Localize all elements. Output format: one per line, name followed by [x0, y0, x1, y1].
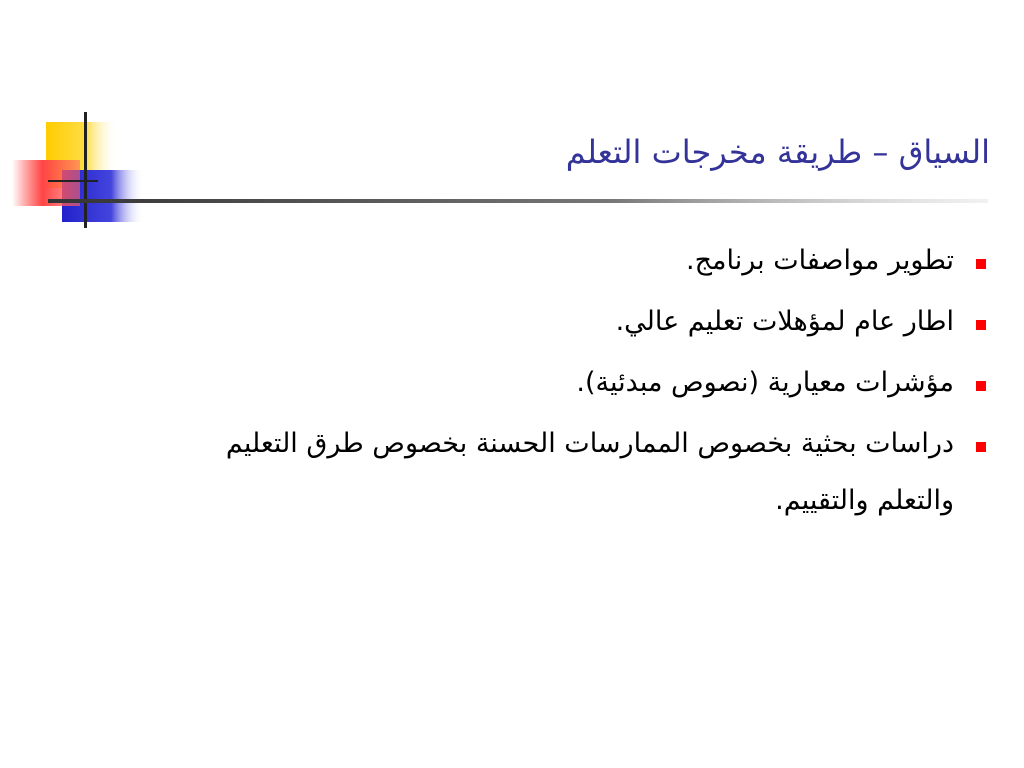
bullet-text: مؤشرات معيارية (نصوص مبدئية).	[576, 367, 954, 398]
bullet-item	[148, 415, 988, 529]
deco-short-horizontal-line	[48, 180, 98, 182]
bullet-text: اطار عام لمؤهلات تعليم عالي.	[615, 306, 954, 337]
bullet-item	[148, 232, 988, 289]
bullet-list	[148, 232, 988, 533]
bullet-square-icon	[976, 259, 986, 269]
bullet-item	[148, 354, 988, 411]
slide-title: السياق – طريقة مخرجات التعلم	[565, 133, 990, 171]
bullet-text: دراسات بحثية بخصوص الممارسات الحسنة بخصوص طرق التعليم والتعلم والتقييم.	[225, 428, 954, 516]
title-rule	[48, 199, 988, 203]
bullet-square-icon	[976, 442, 986, 452]
bullet-item	[148, 293, 988, 350]
bullet-square-icon	[976, 320, 986, 330]
deco-vertical-line	[84, 112, 87, 228]
bullet-text: تطوير مواصفات برنامج.	[686, 245, 954, 276]
bullet-square-icon	[976, 381, 986, 391]
